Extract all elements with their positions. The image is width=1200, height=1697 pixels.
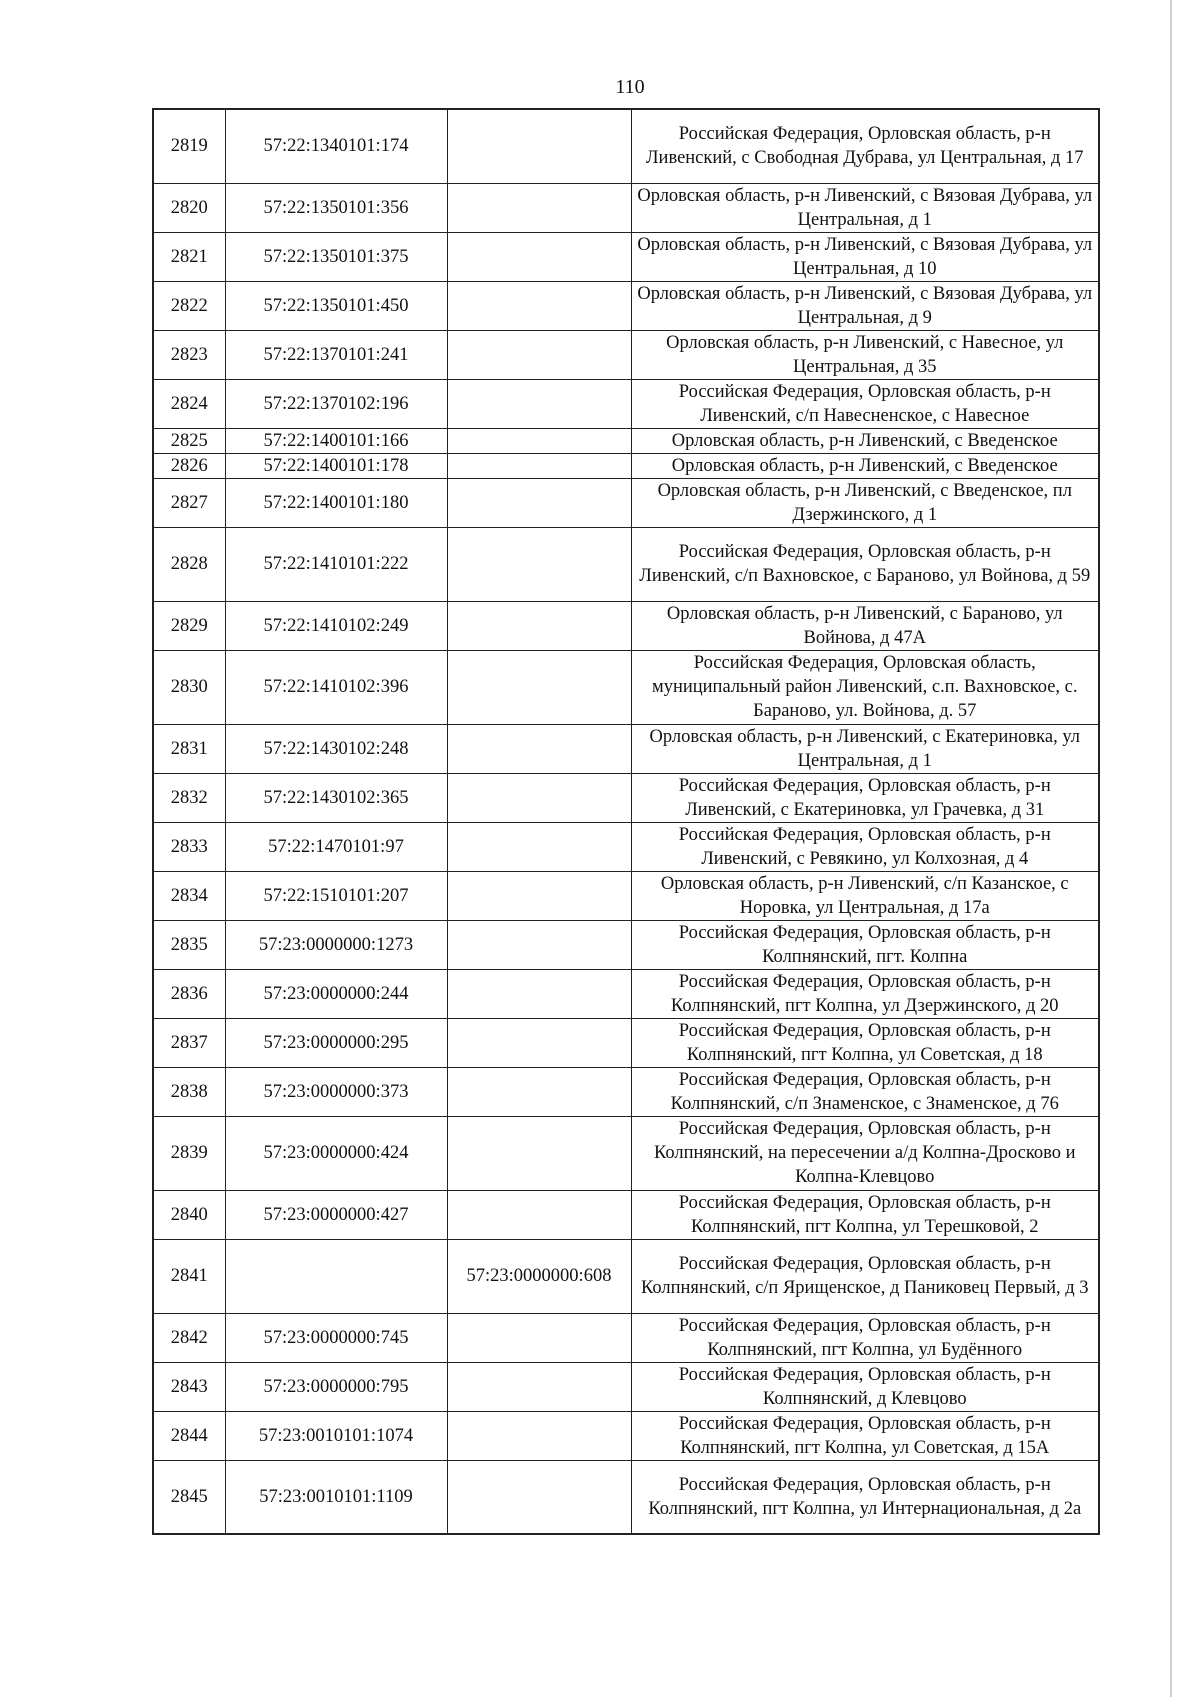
table-row — [153, 232, 1099, 281]
cadastral-number-cell: 57:22:1410101:222 — [225, 527, 447, 601]
cadastral-number-cell: 57:22:1510101:207 — [225, 871, 447, 920]
address-cell: Орловская область, р-н Ливенский, с Навесное, ул Центральная, д 35 — [631, 330, 1099, 379]
cadastral-number-cell: 57:23:0010101:1109 — [225, 1460, 447, 1534]
cadastral-number-2-cell — [447, 601, 631, 650]
cadastral-number-cell: 57:22:1410102:396 — [225, 650, 447, 724]
row-number-cell: 2837 — [153, 1018, 225, 1067]
cadastral-number-2-cell — [447, 453, 631, 478]
row-number-cell: 2823 — [153, 330, 225, 379]
cadastral-number-2-cell — [447, 871, 631, 920]
row-number-cell: 2829 — [153, 601, 225, 650]
registry-table — [152, 108, 1100, 1535]
address-cell: Орловская область, р-н Ливенский, с Вязовая Дубрава, ул Центральная, д 9 — [631, 281, 1099, 330]
row-number-cell: 2833 — [153, 822, 225, 871]
table-row — [153, 1239, 1099, 1313]
row-number-cell: 2832 — [153, 773, 225, 822]
cadastral-number-cell: 57:23:0000000:244 — [225, 969, 447, 1018]
address-cell: Российская Федерация, Орловская область, р-н Ливенский, с Ревякино, ул Колхозная, д 4 — [631, 822, 1099, 871]
cadastral-number-cell: 57:22:1350101:375 — [225, 232, 447, 281]
cadastral-number-2-cell — [447, 379, 631, 428]
cadastral-number-2-cell — [447, 330, 631, 379]
cadastral-number-cell: 57:22:1370102:196 — [225, 379, 447, 428]
address-cell: Российская Федерация, Орловская область, муниципальный район Ливенский, с.п. Вахновское, с. Бараново, ул. Войнова, д. 57 — [631, 650, 1099, 724]
row-number-cell: 2836 — [153, 969, 225, 1018]
cadastral-number-2-cell — [447, 1362, 631, 1411]
cadastral-number-cell: 57:22:1400101:178 — [225, 453, 447, 478]
row-number-cell: 2825 — [153, 428, 225, 453]
address-cell: Российская Федерация, Орловская область, р-н Колпнянский, пгт Колпна, ул Терешковой, 2 — [631, 1190, 1099, 1239]
cadastral-number-2-cell — [447, 1116, 631, 1190]
row-number-cell: 2839 — [153, 1116, 225, 1190]
table-row — [153, 1460, 1099, 1534]
cadastral-number-cell: 57:22:1370101:241 — [225, 330, 447, 379]
row-number-cell: 2843 — [153, 1362, 225, 1411]
table-row — [153, 601, 1099, 650]
cadastral-number-2-cell — [447, 232, 631, 281]
row-number-cell: 2827 — [153, 478, 225, 527]
cadastral-number-2-cell — [447, 281, 631, 330]
table-row — [153, 1411, 1099, 1460]
address-cell: Российская Федерация, Орловская область, р-н Колпнянский, с/п Ярищенское, д Паниковец Первый, д 3 — [631, 1239, 1099, 1313]
address-cell: Российская Федерация, Орловская область, р-н Колпнянский, пгт Колпна, ул Советская, д 15А — [631, 1411, 1099, 1460]
table-row — [153, 478, 1099, 527]
row-number-cell: 2834 — [153, 871, 225, 920]
cadastral-number-2-cell — [447, 724, 631, 773]
address-cell: Российская Федерация, Орловская область, р-н Ливенский, с/п Навесненское, с Навесное — [631, 379, 1099, 428]
cadastral-number-cell: 57:23:0010101:1074 — [225, 1411, 447, 1460]
row-number-cell: 2820 — [153, 183, 225, 232]
row-number-cell: 2824 — [153, 379, 225, 428]
table-row — [153, 527, 1099, 601]
address-cell: Орловская область, р-н Ливенский, с Введенское, пл Дзержинского, д 1 — [631, 478, 1099, 527]
address-cell: Орловская область, р-н Ливенский, с Вязовая Дубрава, ул Центральная, д 1 — [631, 183, 1099, 232]
cadastral-number-cell: 57:23:0000000:424 — [225, 1116, 447, 1190]
row-number-cell: 2840 — [153, 1190, 225, 1239]
cadastral-number-cell: 57:22:1350101:450 — [225, 281, 447, 330]
cadastral-number-2-cell — [447, 1411, 631, 1460]
address-cell: Российская Федерация, Орловская область, р-н Ливенский, с/п Вахновское, с Бараново, ул Войнова, д 59 — [631, 527, 1099, 601]
cadastral-number-2-cell — [447, 1067, 631, 1116]
table-row — [153, 330, 1099, 379]
table-row — [153, 650, 1099, 724]
cadastral-number-2-cell: 57:23:0000000:608 — [447, 1239, 631, 1313]
table-row — [153, 183, 1099, 232]
page-edge — [1170, 0, 1172, 1697]
row-number-cell: 2822 — [153, 281, 225, 330]
address-cell: Российская Федерация, Орловская область, р-н Колпнянский, на пересечении а/д Колпна-Дросково и Колпна-Клевцово — [631, 1116, 1099, 1190]
table-row — [153, 724, 1099, 773]
row-number-cell: 2841 — [153, 1239, 225, 1313]
table-row — [153, 379, 1099, 428]
cadastral-number-2-cell — [447, 527, 631, 601]
address-cell: Российская Федерация, Орловская область, р-н Колпнянский, с/п Знаменское, с Знаменское, д 76 — [631, 1067, 1099, 1116]
cadastral-number-cell: 57:22:1430102:248 — [225, 724, 447, 773]
address-cell: Орловская область, р-н Ливенский, с Бараново, ул Войнова, д 47А — [631, 601, 1099, 650]
page-number: 110 — [615, 76, 645, 98]
row-number-cell: 2828 — [153, 527, 225, 601]
cadastral-number-cell: 57:22:1400101:166 — [225, 428, 447, 453]
cadastral-number-2-cell — [447, 1313, 631, 1362]
cadastral-number-2-cell — [447, 183, 631, 232]
cadastral-number-2-cell — [447, 478, 631, 527]
cadastral-number-cell: 57:23:0000000:745 — [225, 1313, 447, 1362]
table-row — [153, 281, 1099, 330]
cadastral-number-cell — [225, 1239, 447, 1313]
row-number-cell: 2844 — [153, 1411, 225, 1460]
address-cell: Российская Федерация, Орловская область, р-н Колпнянский, д Клевцово — [631, 1362, 1099, 1411]
address-cell: Орловская область, р-н Ливенский, с Введенское — [631, 428, 1099, 453]
cadastral-number-cell: 57:23:0000000:427 — [225, 1190, 447, 1239]
cadastral-number-cell: 57:23:0000000:795 — [225, 1362, 447, 1411]
row-number-cell: 2835 — [153, 920, 225, 969]
address-cell: Российская Федерация, Орловская область, р-н Колпнянский, пгт Колпна, ул Будённого — [631, 1313, 1099, 1362]
cadastral-number-2-cell — [447, 920, 631, 969]
table-row — [153, 822, 1099, 871]
address-cell: Российская Федерация, Орловская область, р-н Колпнянский, пгт. Колпна — [631, 920, 1099, 969]
address-cell: Российская Федерация, Орловская область, р-н Колпнянский, пгт Колпна, ул Интернациональная, д 2а — [631, 1460, 1099, 1534]
cadastral-number-2-cell — [447, 969, 631, 1018]
address-cell: Орловская область, р-н Ливенский, с Вязовая Дубрава, ул Центральная, д 10 — [631, 232, 1099, 281]
cadastral-number-2-cell — [447, 1190, 631, 1239]
cadastral-number-cell: 57:22:1410102:249 — [225, 601, 447, 650]
cadastral-number-cell: 57:23:0000000:373 — [225, 1067, 447, 1116]
table-row — [153, 1116, 1099, 1190]
row-number-cell: 2845 — [153, 1460, 225, 1534]
address-cell: Российская Федерация, Орловская область, р-н Ливенский, с Екатериновка, ул Грачевка, д 31 — [631, 773, 1099, 822]
cadastral-number-cell: 57:23:0000000:295 — [225, 1018, 447, 1067]
row-number-cell: 2838 — [153, 1067, 225, 1116]
table-row — [153, 871, 1099, 920]
row-number-cell: 2826 — [153, 453, 225, 478]
table-row — [153, 453, 1099, 478]
row-number-cell: 2821 — [153, 232, 225, 281]
address-cell: Орловская область, р-н Ливенский, с Екатериновка, ул Центральная, д 1 — [631, 724, 1099, 773]
table-row — [153, 1362, 1099, 1411]
cadastral-number-cell: 57:23:0000000:1273 — [225, 920, 447, 969]
table-row — [153, 920, 1099, 969]
table-row — [153, 773, 1099, 822]
address-cell: Российская Федерация, Орловская область, р-н Колпнянский, пгт Колпна, ул Советская, д 18 — [631, 1018, 1099, 1067]
table-row — [153, 969, 1099, 1018]
address-cell: Орловская область, р-н Ливенский, с/п Казанское, с Норовка, ул Центральная, д 17а — [631, 871, 1099, 920]
address-cell: Российская Федерация, Орловская область, р-н Колпнянский, пгт Колпна, ул Дзержинского, д 20 — [631, 969, 1099, 1018]
table-row — [153, 428, 1099, 453]
cadastral-number-2-cell — [447, 773, 631, 822]
table-row — [153, 1018, 1099, 1067]
cadastral-number-2-cell — [447, 1460, 631, 1534]
table-row — [153, 109, 1099, 183]
registry-table-body — [153, 109, 1099, 1534]
row-number-cell: 2819 — [153, 109, 225, 183]
address-cell: Российская Федерация, Орловская область, р-н Ливенский, с Свободная Дубрава, ул Центральная, д 17 — [631, 109, 1099, 183]
address-cell: Орловская область, р-н Ливенский, с Введенское — [631, 453, 1099, 478]
table-row — [153, 1067, 1099, 1116]
row-number-cell: 2830 — [153, 650, 225, 724]
cadastral-number-2-cell — [447, 650, 631, 724]
table-row — [153, 1190, 1099, 1239]
row-number-cell: 2831 — [153, 724, 225, 773]
cadastral-number-cell: 57:22:1470101:97 — [225, 822, 447, 871]
cadastral-number-2-cell — [447, 1018, 631, 1067]
row-number-cell: 2842 — [153, 1313, 225, 1362]
cadastral-number-2-cell — [447, 428, 631, 453]
cadastral-number-cell: 57:22:1340101:174 — [225, 109, 447, 183]
cadastral-number-2-cell — [447, 822, 631, 871]
table-row — [153, 1313, 1099, 1362]
cadastral-number-2-cell — [447, 109, 631, 183]
cadastral-number-cell: 57:22:1430102:365 — [225, 773, 447, 822]
cadastral-number-cell: 57:22:1350101:356 — [225, 183, 447, 232]
cadastral-number-cell: 57:22:1400101:180 — [225, 478, 447, 527]
